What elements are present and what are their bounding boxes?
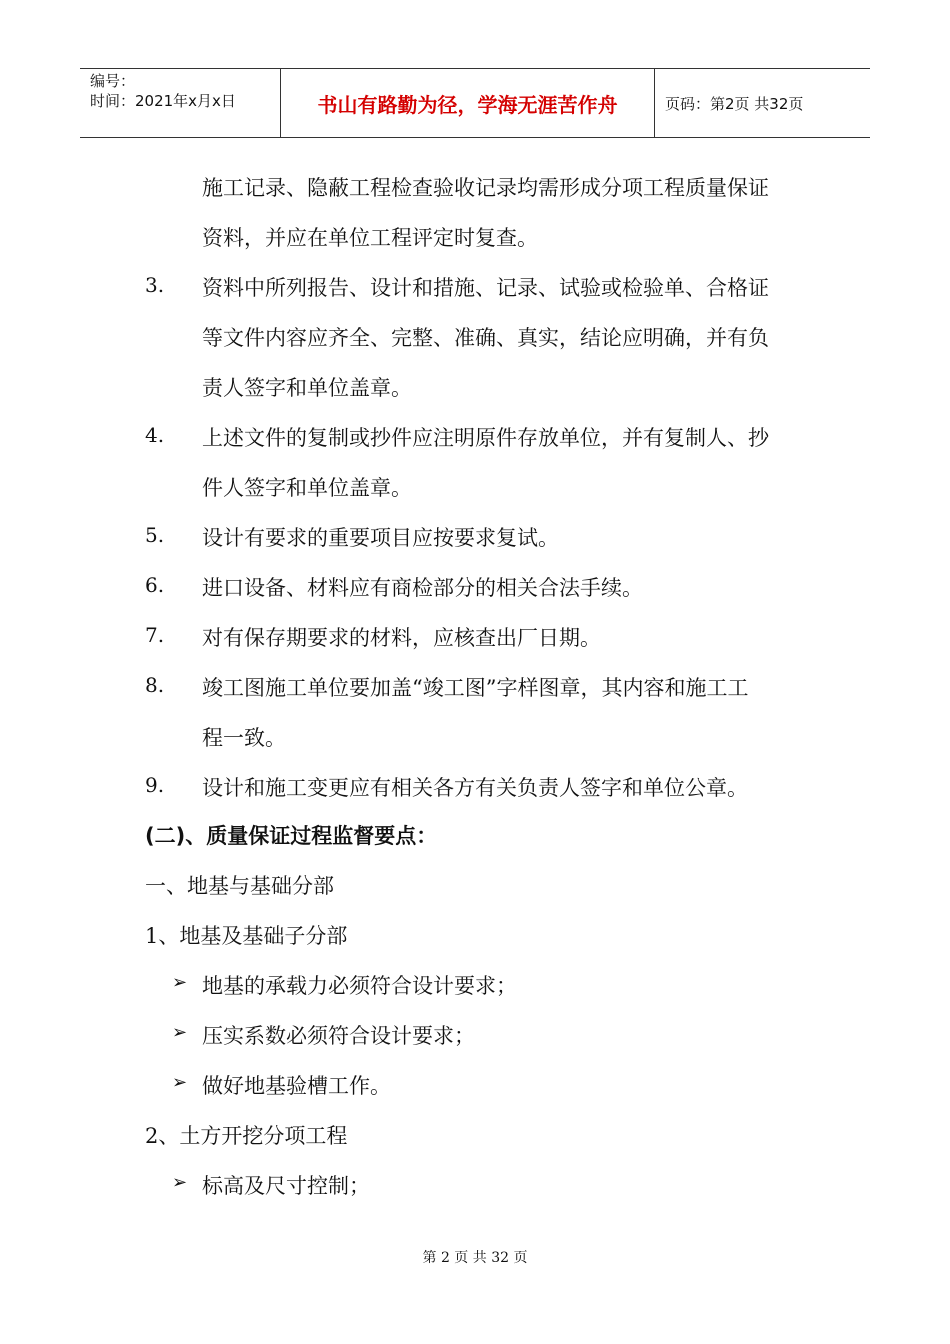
list-item-line: 程一致。 [202,726,286,750]
list-item-line: 资料中所列报告、设计和措施、记录、试验或检验单、合格证 [202,276,769,300]
subsection-heading: 1、地基及基础子分部 [145,924,348,948]
list-item-line: 设计和施工变更应有相关各方有关负责人签字和单位公章。 [202,776,748,800]
list-number: 5. [145,523,165,547]
header-page-info: 页码：第2页 共32页 [665,94,804,113]
paragraph-line: 施工记录、隐蔽工程检查验收记录均需形成分项工程质量保证 [202,176,769,200]
bullet-item: 地基的承载力必须符合设计要求； [202,974,517,998]
bullet-arrow-icon: ➢ [172,1172,188,1193]
header-motto: 书山有路勤为径，学海无涯苦作舟 [281,69,655,137]
page-header [80,68,870,138]
list-number: 3. [145,273,165,297]
bullet-item: 标高及尺寸控制； [202,1174,370,1198]
list-item-line: 等文件内容应齐全、完整、准确、真实，结论应明确，并有负 [202,326,769,350]
list-item-line: 上述文件的复制或抄件应注明原件存放单位，并有复制人、抄 [202,426,769,450]
bullet-arrow-icon: ➢ [172,1072,188,1093]
list-item-line: 责人签字和单位盖章。 [202,376,412,400]
bullet-arrow-icon: ➢ [172,1022,188,1043]
bullet-arrow-icon: ➢ [172,972,188,993]
header-left-cell [80,69,281,137]
list-number: 4. [145,423,165,447]
list-number: 8. [145,673,165,697]
paragraph-line: 资料，并应在单位工程评定时复查。 [202,226,538,250]
list-number: 6. [145,573,165,597]
subsection-heading: 一、地基与基础分部 [145,874,334,898]
list-item-line: 竣工图施工单位要加盖“竣工图”字样图章，其内容和施工工 [202,676,749,700]
list-number: 9. [145,773,165,797]
list-item-line: 对有保存期要求的材料，应核查出厂日期。 [202,626,601,650]
list-item-line: 设计有要求的重要项目应按要求复试。 [202,526,559,550]
date-line: 时间：2021年x月x日 [90,92,236,110]
section-heading: (二)、质量保证过程监督要点： [145,824,438,848]
bullet-item: 做好地基验槽工作。 [202,1074,391,1098]
list-number: 7. [145,623,165,647]
number-label: 编号： [90,72,136,90]
list-item-line: 进口设备、材料应有商检部分的相关合法手续。 [202,576,643,600]
bullet-item: 压实系数必须符合设计要求； [202,1024,475,1048]
subsection-heading: 2、土方开挖分项工程 [145,1124,348,1148]
list-item-line: 件人签字和单位盖章。 [202,476,412,500]
page-footer: 第 2 页 共 32 页 [422,1250,528,1266]
